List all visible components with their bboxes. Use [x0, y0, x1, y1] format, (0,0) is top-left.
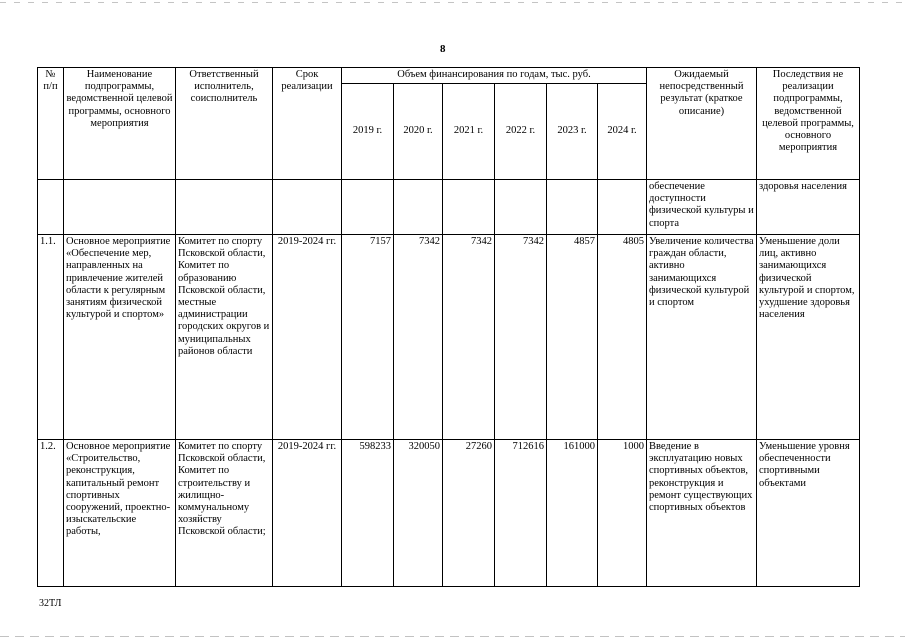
cell-value-2020: 320050: [394, 440, 443, 587]
header-num: № п/п: [38, 68, 64, 180]
cell-empty: [598, 180, 647, 235]
header-year-2020: 2020 г.: [394, 84, 443, 180]
cell-empty: [38, 180, 64, 235]
cell-value-2024: 4805: [598, 235, 647, 440]
cell-num: 1.1.: [38, 235, 64, 440]
cell-value-2019: 598233: [342, 440, 394, 587]
header-name: Наименование подпрограммы, ведомственной целевой программы, основного мероприятия: [64, 68, 176, 180]
scan-edge-top: [0, 2, 905, 3]
cell-value-2020: 7342: [394, 235, 443, 440]
cell-result: Увеличение количества граждан области, активно занимающихся физической культурой и спортом: [647, 235, 757, 440]
cell-result: Введение в эксплуатацию новых спортивных объектов, реконструкция и ремонт существующих спортивных объектов: [647, 440, 757, 587]
scan-edge-bottom: [0, 636, 905, 637]
header-year-2024: 2024 г.: [598, 84, 647, 180]
page-number: 8: [440, 43, 446, 55]
cell-term: 2019-2024 гг.: [273, 235, 342, 440]
table-row: [38, 440, 860, 587]
cell-empty: [443, 180, 495, 235]
program-table: [37, 67, 860, 587]
table-row-continuation: [38, 180, 860, 235]
cell-term: 2019-2024 гг.: [273, 440, 342, 587]
header-result: Ожидаемый непосредственный результат (краткое описание): [647, 68, 757, 180]
cell-responsible: Комитет по спорту Псковской области, Комитет по образованию Псковской области, местные администрации городских округов и муниципальных районов области: [176, 235, 273, 440]
cell-consequences: здоровья населения: [757, 180, 860, 235]
footer-code: 32ТЛ: [39, 598, 62, 609]
cell-value-2023: 161000: [547, 440, 598, 587]
cell-empty: [176, 180, 273, 235]
header-year-2019: 2019 г.: [342, 84, 394, 180]
header-consequences: Последствия не реализации подпрограммы, ведомственной целевой программы, основного мероприятия: [757, 68, 860, 180]
header-year-2023: 2023 г.: [547, 84, 598, 180]
cell-value-2021: 27260: [443, 440, 495, 587]
cell-name: Основное мероприятие «Строительство, реконструкция, капитальный ремонт спортивных сооружений, проектно-изыскательские работы,: [64, 440, 176, 587]
cell-value-2021: 7342: [443, 235, 495, 440]
table-row: [38, 235, 860, 440]
cell-result: обеспечение доступности физической культуры и спорта: [647, 180, 757, 235]
cell-empty: [64, 180, 176, 235]
cell-value-2022: 7342: [495, 235, 547, 440]
cell-consequences: Уменьшение уровня обеспеченности спортивными объектами: [757, 440, 860, 587]
cell-value-2019: 7157: [342, 235, 394, 440]
header-year-2022: 2022 г.: [495, 84, 547, 180]
header-term: Срок реализации: [273, 68, 342, 180]
cell-num: 1.2.: [38, 440, 64, 587]
cell-empty: [273, 180, 342, 235]
header-financing: Объем финансирования по годам, тыс. руб.: [342, 68, 647, 84]
header-responsible: Ответственный исполнитель, соисполнитель: [176, 68, 273, 180]
header-year-2021: 2021 г.: [443, 84, 495, 180]
cell-value-2024: 1000: [598, 440, 647, 587]
cell-name: Основное мероприятие «Обеспечение мер, направленных на привлечение жителей области к регулярным занятиям физической культурой и спортом»: [64, 235, 176, 440]
cell-consequences: Уменьшение доли лиц, активно занимающихся физической культурой и спортом, ухудшение здоровья населения: [757, 235, 860, 440]
cell-empty: [394, 180, 443, 235]
cell-value-2022: 712616: [495, 440, 547, 587]
cell-empty: [495, 180, 547, 235]
cell-empty: [547, 180, 598, 235]
cell-responsible: Комитет по спорту Псковской области, Комитет по строительству и жилищно-коммунальному хозяйству Псковской области;: [176, 440, 273, 587]
cell-value-2023: 4857: [547, 235, 598, 440]
cell-empty: [342, 180, 394, 235]
